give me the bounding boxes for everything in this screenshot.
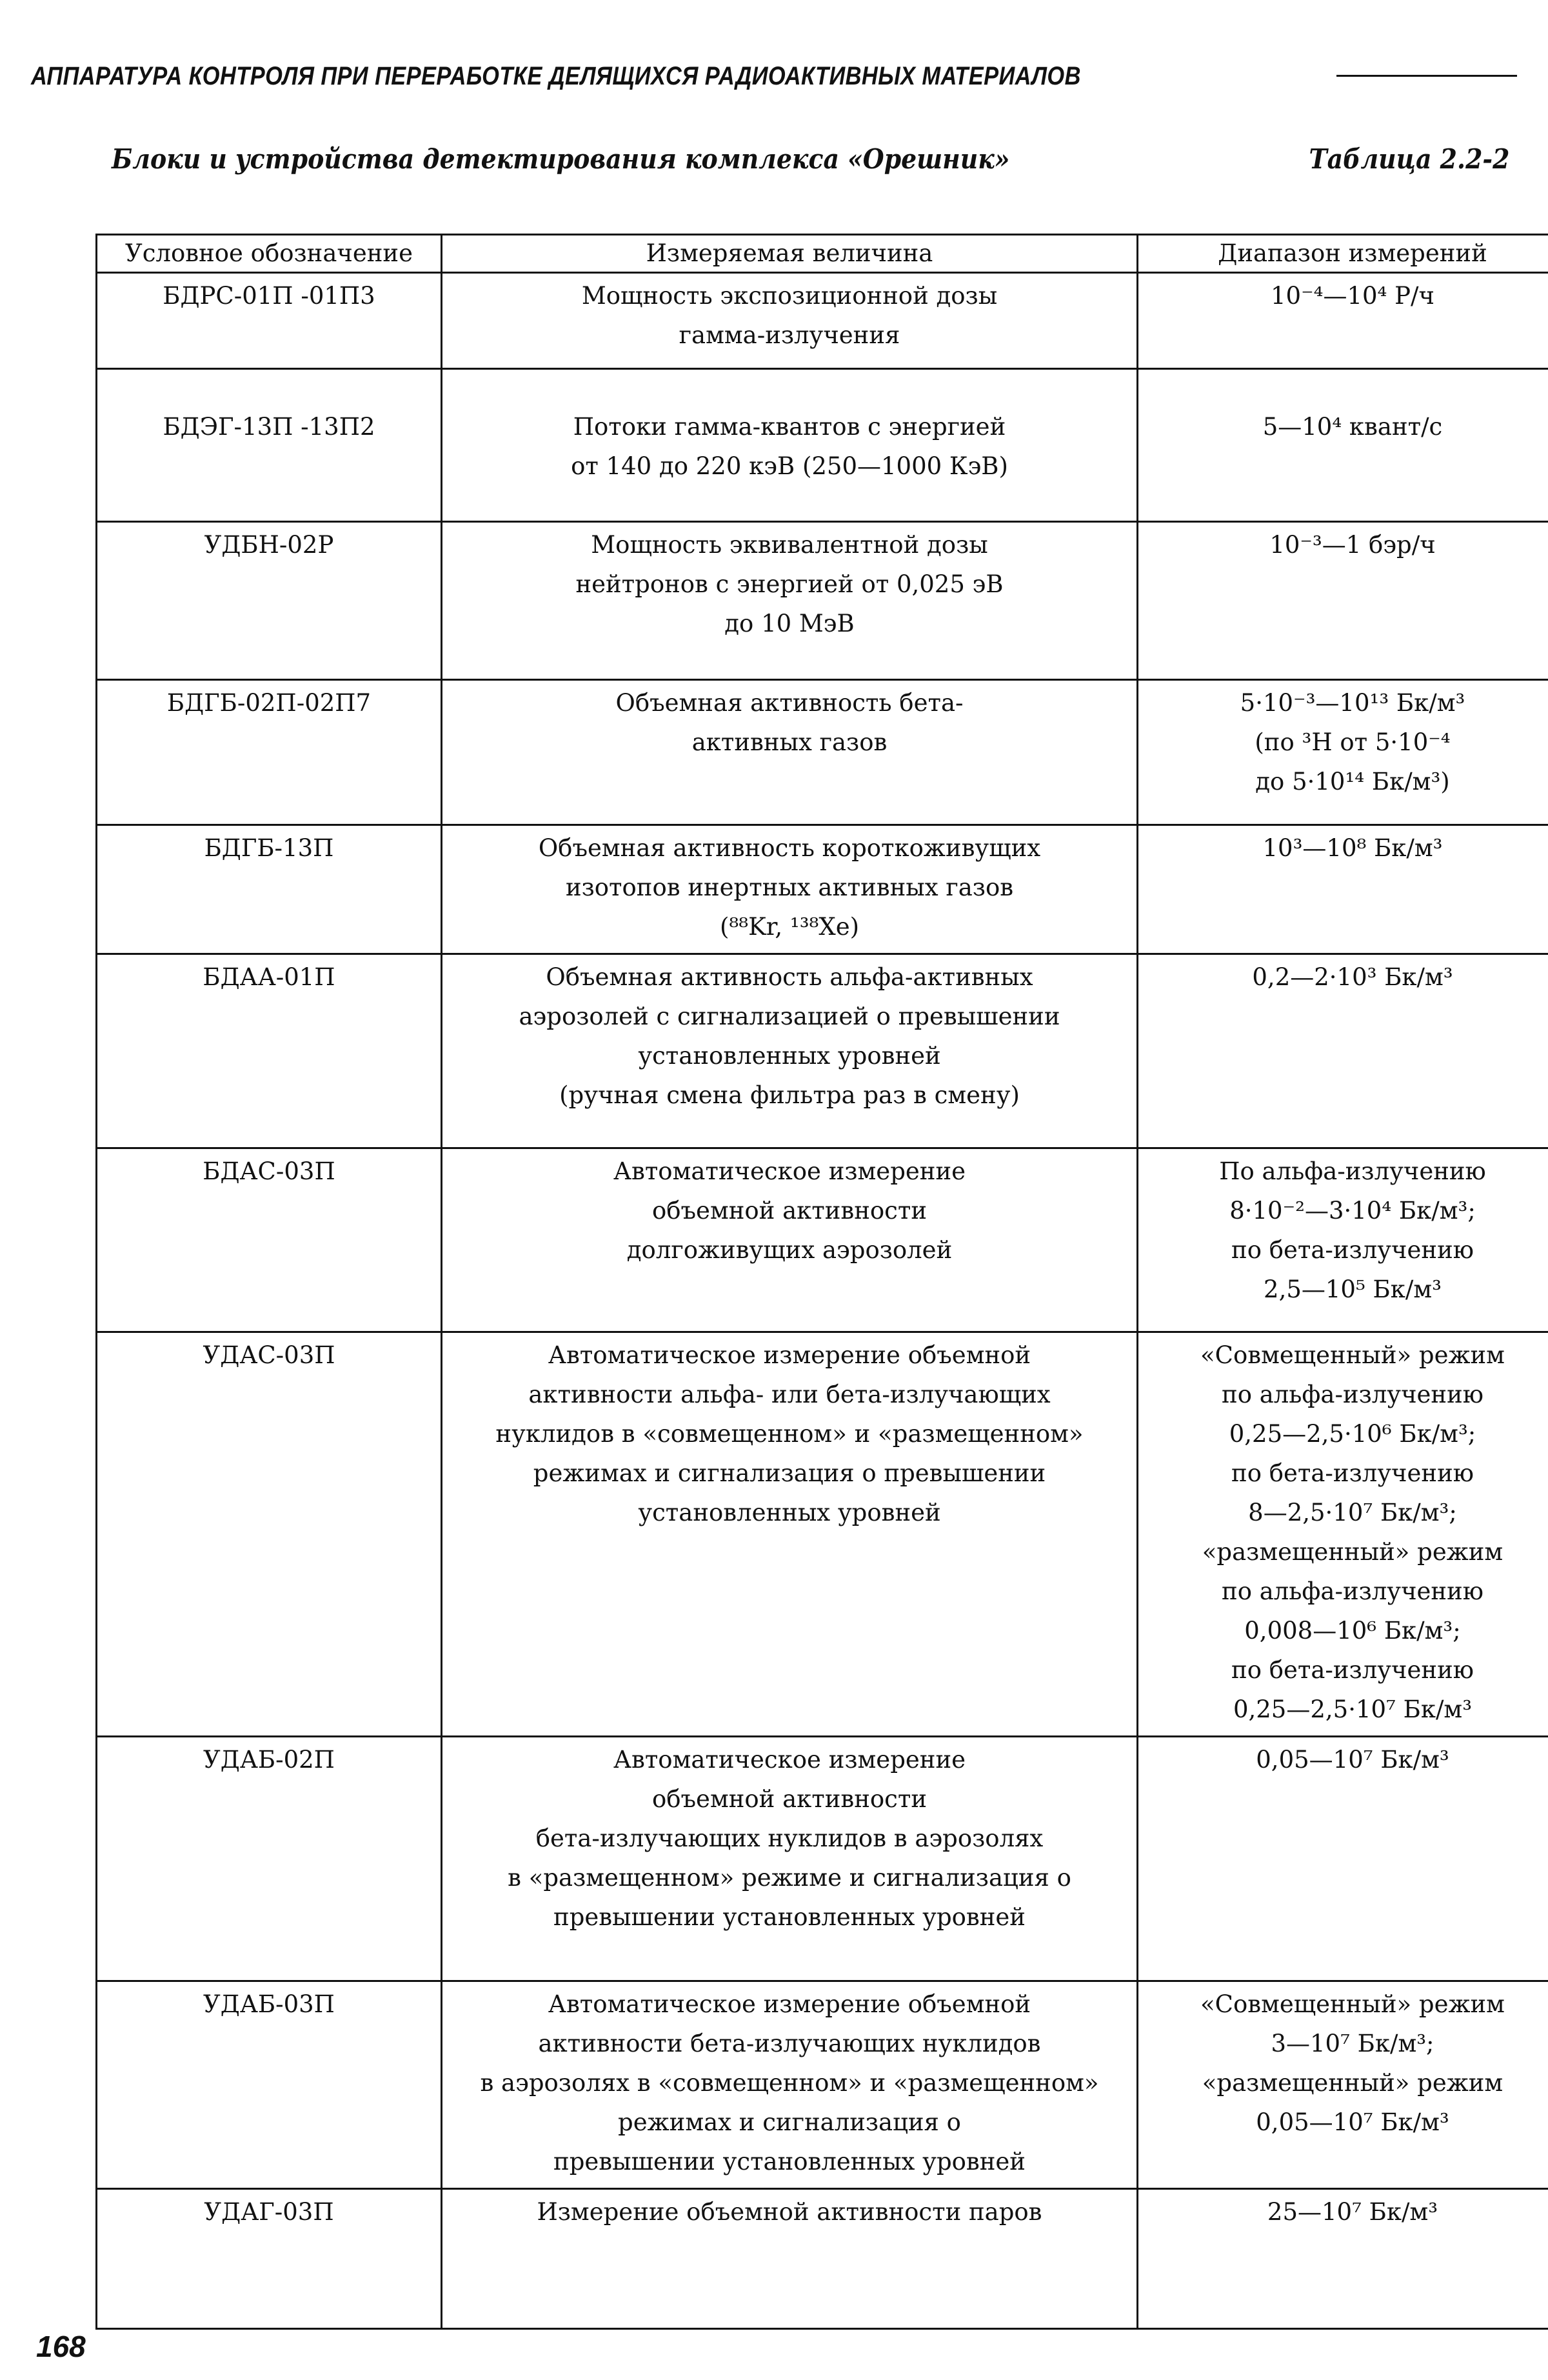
cell-code xyxy=(97,825,442,954)
device-code: БДГБ-02П-02П7 xyxy=(166,689,372,717)
table-row xyxy=(97,680,1548,825)
cell-range xyxy=(1138,1981,1548,2189)
cell-range xyxy=(1138,522,1548,680)
measured-quantity-line: нейтронов с энергией от 0,025 эВ xyxy=(575,570,1004,598)
measured-quantity-line: аэрозолей с сигнализацией о превышении xyxy=(519,1003,1060,1030)
table-row xyxy=(97,1332,1548,1737)
device-code: УДАГ-03П xyxy=(204,2198,334,2226)
devices-table xyxy=(95,234,1548,2330)
running-head-rule xyxy=(1336,75,1517,77)
table-row xyxy=(97,1981,1548,2189)
device-code: УДАС-03П xyxy=(203,1341,335,1369)
table-label: Таблица 2.2-2 xyxy=(1309,143,1509,175)
measured-quantity-line: Автоматическое измерение xyxy=(613,1157,966,1185)
cell-range xyxy=(1138,1737,1548,1981)
cell-measured-quantity xyxy=(442,680,1138,825)
range-line: «Совмещенный» режим xyxy=(1200,1990,1505,2018)
measured-quantity-line: Объемная активность альфа-активных xyxy=(546,963,1033,991)
measured-quantity-line: установленных уровней xyxy=(638,1499,941,1526)
table-row xyxy=(97,954,1548,1148)
table-row xyxy=(97,522,1548,680)
range-line: 0,25—2,5·10⁷ Бк/м³ xyxy=(1233,1695,1473,1723)
table-row xyxy=(97,1737,1548,1981)
measured-quantity-line: изотопов инертных активных газов xyxy=(565,874,1014,901)
measured-quantity-line: Объемная активность бета- xyxy=(615,689,964,717)
header-measured-quantity: Измеряемая величина xyxy=(442,235,1138,273)
device-code: УДАБ-02П xyxy=(203,1746,335,1774)
table-header-row xyxy=(97,235,1548,273)
table-caption xyxy=(31,143,1517,182)
device-code: БДЭГ-13П -13П2 xyxy=(163,413,375,441)
running-head-text: АППАРАТУРА КОНТРОЛЯ ПРИ ПЕРЕРАБОТКЕ ДЕЛЯЩИХСЯ РАДИОАКТИВНЫХ МАТЕРИАЛОВ xyxy=(31,61,1081,90)
measured-quantity-line: Потоки гамма-квантов с энергией xyxy=(573,413,1006,441)
measured-quantity-line: Мощность экспозиционной дозы xyxy=(581,282,998,310)
device-code: БДГБ-13П xyxy=(204,834,334,862)
cell-range xyxy=(1138,1148,1548,1332)
cell-code xyxy=(97,1981,442,2189)
measured-quantity-line: превышении установленных уровней xyxy=(553,1903,1026,1931)
cell-measured-quantity xyxy=(442,1148,1138,1332)
range-line: 0,25—2,5·10⁶ Бк/м³; xyxy=(1229,1420,1476,1448)
cell-range xyxy=(1138,2189,1548,2329)
cell-range xyxy=(1138,273,1548,369)
cell-code xyxy=(97,680,442,825)
cell-range xyxy=(1138,680,1548,825)
measured-quantity-line: от 140 до 220 кэВ (250—1000 КэВ) xyxy=(571,452,1008,480)
range-line: 10³—10⁸ Бк/м³ xyxy=(1262,834,1443,862)
measured-quantity-line: до 10 МэВ xyxy=(724,610,855,637)
measured-quantity-line: Автоматическое измерение объемной xyxy=(548,1341,1031,1369)
header-range: Диапазон измерений xyxy=(1138,235,1548,273)
cell-range xyxy=(1138,1332,1548,1737)
measured-quantity-line: превышении установленных уровней xyxy=(553,2148,1026,2175)
cell-code xyxy=(97,1737,442,1981)
device-code: УДБН-02Р xyxy=(204,531,334,559)
range-line: 3—10⁷ Бк/м³; xyxy=(1271,2030,1434,2057)
range-line: 8·10⁻²—3·10⁴ Бк/м³; xyxy=(1229,1197,1476,1225)
range-line: 0,2—2·10³ Бк/м³ xyxy=(1252,963,1453,991)
cell-measured-quantity xyxy=(442,825,1138,954)
range-line: 0,008—10⁶ Бк/м³; xyxy=(1244,1617,1461,1645)
measured-quantity-line: установленных уровней xyxy=(638,1042,941,1070)
table-row xyxy=(97,825,1548,954)
range-line: 25—10⁷ Бк/м³ xyxy=(1267,2198,1438,2226)
range-line: По альфа-излучению xyxy=(1219,1157,1486,1185)
range-line: по альфа-излучению xyxy=(1222,1381,1484,1408)
measured-quantity-line: активности альфа- или бета-излучающих xyxy=(528,1381,1051,1408)
measured-quantity-line: (⁸⁸Kr, ¹³⁸Xe) xyxy=(719,913,860,941)
range-line: по бета-излучению xyxy=(1231,1236,1474,1264)
range-line: по бета-излучению xyxy=(1231,1459,1474,1487)
range-line: 10⁻³—1 бэр/ч xyxy=(1269,531,1436,559)
cell-measured-quantity xyxy=(442,522,1138,680)
measured-quantity-line: нуклидов в «совмещенном» и «размещенном» xyxy=(495,1420,1084,1448)
range-line: 2,5—10⁵ Бк/м³ xyxy=(1264,1275,1442,1303)
range-line: по альфа-излучению xyxy=(1222,1577,1484,1605)
range-line: 10⁻⁴—10⁴ Р/ч xyxy=(1271,282,1434,310)
measured-quantity-line: Автоматическое измерение объемной xyxy=(548,1990,1031,2018)
cell-code xyxy=(97,1332,442,1737)
cell-measured-quantity xyxy=(442,273,1138,369)
cell-range xyxy=(1138,954,1548,1148)
measured-quantity-line: Объемная активность короткоживущих xyxy=(538,834,1041,862)
cell-measured-quantity xyxy=(442,1981,1138,2189)
measured-quantity-line: долгоживущих аэрозолей xyxy=(626,1236,953,1264)
range-line: до 5·10¹⁴ Бк/м³) xyxy=(1255,768,1450,795)
cell-measured-quantity xyxy=(442,1737,1138,1981)
device-code: УДАБ-03П xyxy=(203,1990,335,2018)
table-body xyxy=(97,273,1548,2329)
header-code: Условное обозначение xyxy=(97,235,442,273)
range-line: 0,05—10⁷ Бк/м³ xyxy=(1256,1746,1449,1774)
cell-range xyxy=(1138,825,1548,954)
device-code: БДРС-01П -01П3 xyxy=(163,282,375,310)
measured-quantity-line: Мощность эквивалентной дозы xyxy=(591,531,988,559)
measured-quantity-line: объемной активности xyxy=(651,1197,928,1225)
measured-quantity-line: (ручная смена фильтра раз в смену) xyxy=(559,1081,1020,1109)
measured-quantity-line: в «размещенном» режиме и сигнализация о xyxy=(508,1864,1071,1892)
table-row xyxy=(97,369,1548,522)
cell-measured-quantity xyxy=(442,369,1138,522)
cell-measured-quantity xyxy=(442,1332,1138,1737)
device-code: БДАА-01П xyxy=(203,963,335,991)
range-line: 0,05—10⁷ Бк/м³ xyxy=(1256,2108,1449,2136)
cell-code xyxy=(97,369,442,522)
table-title: Блоки и устройства детектирования комплекса «Орешник» xyxy=(112,143,1010,175)
range-line: 8—2,5·10⁷ Бк/м³; xyxy=(1248,1499,1457,1526)
measured-quantity-line: объемной активности xyxy=(651,1785,928,1813)
cell-code xyxy=(97,1148,442,1332)
cell-measured-quantity xyxy=(442,2189,1138,2329)
range-line: по бета-излучению xyxy=(1231,1656,1474,1684)
measured-quantity-line: режимах и сигнализация о xyxy=(618,2108,961,2136)
running-head xyxy=(31,59,1517,93)
cell-code xyxy=(97,954,442,1148)
range-line: (по ³Н от 5·10⁻⁴ xyxy=(1255,728,1451,756)
table-row xyxy=(97,2189,1548,2329)
cell-code xyxy=(97,522,442,680)
device-code: БДАС-03П xyxy=(203,1157,335,1185)
measured-quantity-line: активности бета-излучающих нуклидов xyxy=(538,2030,1041,2057)
range-line: «размещенный» режим xyxy=(1202,1538,1503,1566)
measured-quantity-line: Измерение объемной активности паров xyxy=(537,2198,1042,2226)
cell-code xyxy=(97,273,442,369)
cell-range xyxy=(1138,369,1548,522)
table-row xyxy=(97,273,1548,369)
measured-quantity-line: режимах и сигнализация о превышении xyxy=(533,1459,1046,1487)
range-line: «Совмещенный» режим xyxy=(1200,1341,1505,1369)
measured-quantity-line: гамма-излучения xyxy=(679,321,900,349)
measured-quantity-line: активных газов xyxy=(691,728,888,756)
cell-measured-quantity xyxy=(442,954,1138,1148)
page-number: 168 xyxy=(36,2330,86,2363)
measured-quantity-line: бета-излучающих нуклидов в аэрозолях xyxy=(535,1825,1044,1852)
range-line: «размещенный» режим xyxy=(1202,2069,1503,2097)
measured-quantity-line: в аэрозолях в «совмещенном» и «размещенном» xyxy=(480,2069,1099,2097)
range-line: 5·10⁻³—10¹³ Бк/м³ xyxy=(1240,689,1465,717)
table-row xyxy=(97,1148,1548,1332)
range-line: 5—10⁴ квант/с xyxy=(1262,413,1443,441)
measured-quantity-line: Автоматическое измерение xyxy=(613,1746,966,1774)
cell-code xyxy=(97,2189,442,2329)
